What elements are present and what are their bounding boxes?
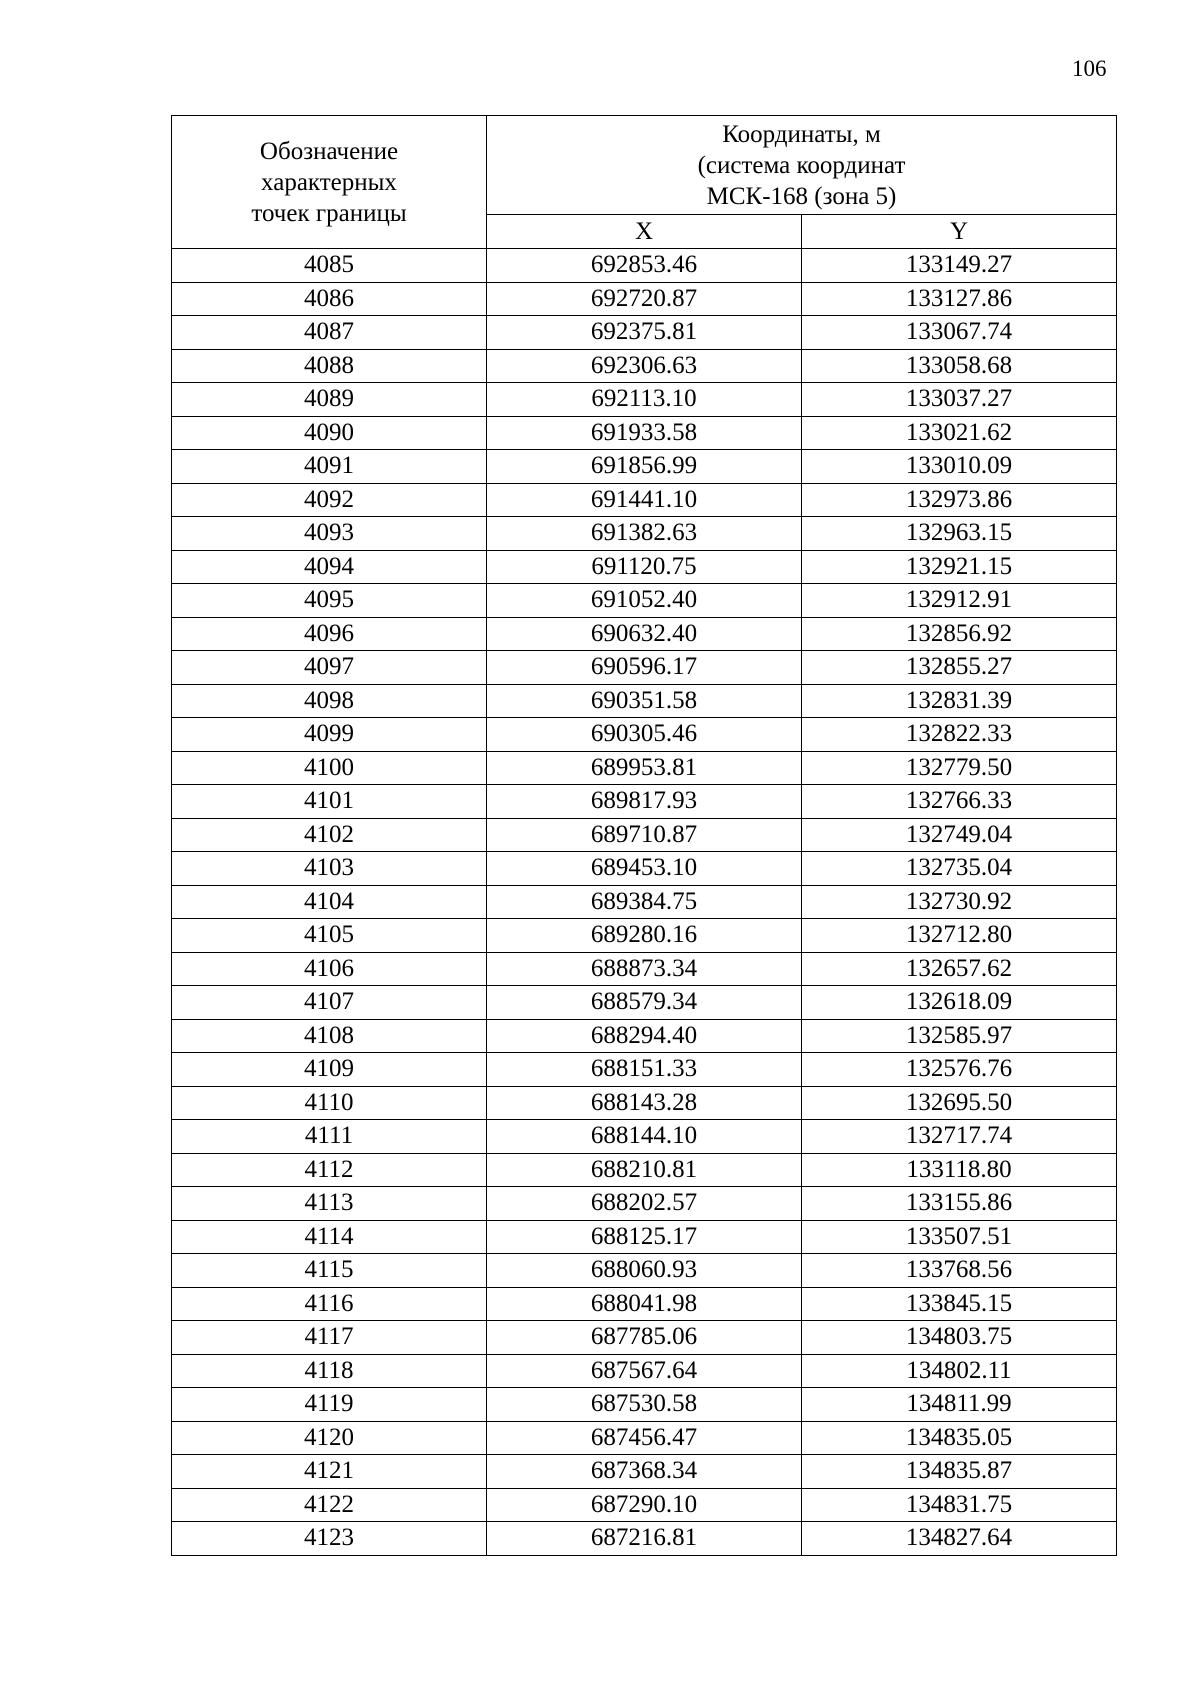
cell-y: 132973.86 — [802, 483, 1117, 517]
cell-x: 691856.99 — [487, 450, 802, 484]
table-row — [172, 416, 1117, 450]
table-row — [172, 1053, 1117, 1087]
cell-point-id: 4105 — [172, 919, 487, 953]
table-row — [172, 818, 1117, 852]
cell-point-id: 4116 — [172, 1287, 487, 1321]
cell-y: 132856.92 — [802, 617, 1117, 651]
cell-point-id: 4095 — [172, 584, 487, 618]
cell-point-id: 4110 — [172, 1086, 487, 1120]
cell-point-id: 4085 — [172, 249, 487, 283]
table-row — [172, 885, 1117, 919]
header-x: X — [487, 215, 802, 249]
cell-x: 689453.10 — [487, 852, 802, 886]
cell-x: 690351.58 — [487, 684, 802, 718]
cell-point-id: 4117 — [172, 1321, 487, 1355]
cell-x: 688060.93 — [487, 1254, 802, 1288]
table-row — [172, 316, 1117, 350]
table-row — [172, 1187, 1117, 1221]
table-row — [172, 952, 1117, 986]
cell-x: 692306.63 — [487, 349, 802, 383]
cell-point-id: 4098 — [172, 684, 487, 718]
cell-x: 689953.81 — [487, 751, 802, 785]
cell-x: 689384.75 — [487, 885, 802, 919]
cell-y: 132921.15 — [802, 550, 1117, 584]
cell-point-id: 4087 — [172, 316, 487, 350]
cell-y: 134803.75 — [802, 1321, 1117, 1355]
table-row — [172, 383, 1117, 417]
cell-x: 691933.58 — [487, 416, 802, 450]
cell-y: 132831.39 — [802, 684, 1117, 718]
cell-x: 690305.46 — [487, 718, 802, 752]
cell-y: 134811.99 — [802, 1388, 1117, 1422]
cell-y: 132717.74 — [802, 1120, 1117, 1154]
cell-y: 132730.92 — [802, 885, 1117, 919]
header-coordinates-line: (система координат — [697, 151, 906, 179]
table-row — [172, 1321, 1117, 1355]
table-row — [172, 1019, 1117, 1053]
cell-x: 691052.40 — [487, 584, 802, 618]
table-row — [172, 617, 1117, 651]
cell-x: 688202.57 — [487, 1187, 802, 1221]
cell-x: 687530.58 — [487, 1388, 802, 1422]
cell-y: 134827.64 — [802, 1522, 1117, 1556]
table-row — [172, 919, 1117, 953]
cell-point-id: 4097 — [172, 651, 487, 685]
cell-x: 687567.64 — [487, 1354, 802, 1388]
table-row — [172, 1488, 1117, 1522]
cell-y: 133768.56 — [802, 1254, 1117, 1288]
cell-x: 690596.17 — [487, 651, 802, 685]
coordinates-table — [171, 115, 1117, 1556]
cell-point-id: 4094 — [172, 550, 487, 584]
cell-y: 133010.09 — [802, 450, 1117, 484]
cell-x: 691120.75 — [487, 550, 802, 584]
table-row — [172, 282, 1117, 316]
cell-y: 133021.62 — [802, 416, 1117, 450]
cell-x: 688125.17 — [487, 1220, 802, 1254]
cell-y: 132712.80 — [802, 919, 1117, 953]
cell-point-id: 4086 — [172, 282, 487, 316]
cell-y: 133149.27 — [802, 249, 1117, 283]
table-row — [172, 986, 1117, 1020]
cell-y: 134831.75 — [802, 1488, 1117, 1522]
cell-x: 692113.10 — [487, 383, 802, 417]
table-row — [172, 450, 1117, 484]
cell-y: 133127.86 — [802, 282, 1117, 316]
cell-y: 133118.80 — [802, 1153, 1117, 1187]
cell-point-id: 4103 — [172, 852, 487, 886]
table-row — [172, 1287, 1117, 1321]
cell-x: 688294.40 — [487, 1019, 802, 1053]
cell-point-id: 4118 — [172, 1354, 487, 1388]
table-body — [172, 249, 1117, 1556]
cell-x: 692853.46 — [487, 249, 802, 283]
cell-x: 687368.34 — [487, 1455, 802, 1489]
cell-y: 132822.33 — [802, 718, 1117, 752]
table-row — [172, 718, 1117, 752]
cell-point-id: 4104 — [172, 885, 487, 919]
cell-x: 689280.16 — [487, 919, 802, 953]
cell-y: 132779.50 — [802, 751, 1117, 785]
header-coordinates-line: Координаты, м — [722, 120, 881, 148]
table-row — [172, 349, 1117, 383]
cell-point-id: 4114 — [172, 1220, 487, 1254]
table-row — [172, 1153, 1117, 1187]
cell-y: 132735.04 — [802, 852, 1117, 886]
cell-y: 132749.04 — [802, 818, 1117, 852]
table-row — [172, 1254, 1117, 1288]
cell-point-id: 4121 — [172, 1455, 487, 1489]
cell-y: 133037.27 — [802, 383, 1117, 417]
cell-x: 687456.47 — [487, 1421, 802, 1455]
cell-point-id: 4107 — [172, 986, 487, 1020]
cell-point-id: 4090 — [172, 416, 487, 450]
cell-y: 133058.68 — [802, 349, 1117, 383]
table-row — [172, 584, 1117, 618]
cell-point-id: 4109 — [172, 1053, 487, 1087]
cell-y: 133845.15 — [802, 1287, 1117, 1321]
cell-y: 132657.62 — [802, 952, 1117, 986]
header-y: Y — [802, 215, 1117, 249]
table-row — [172, 517, 1117, 551]
table-row — [172, 1421, 1117, 1455]
cell-point-id: 4096 — [172, 617, 487, 651]
table-row — [172, 249, 1117, 283]
cell-x: 687216.81 — [487, 1522, 802, 1556]
cell-x: 691441.10 — [487, 483, 802, 517]
table-row — [172, 684, 1117, 718]
cell-y: 134835.05 — [802, 1421, 1117, 1455]
cell-point-id: 4120 — [172, 1421, 487, 1455]
table-row — [172, 1120, 1117, 1154]
cell-point-id: 4112 — [172, 1153, 487, 1187]
table-row — [172, 1455, 1117, 1489]
cell-point-id: 4123 — [172, 1522, 487, 1556]
cell-y: 134835.87 — [802, 1455, 1117, 1489]
cell-point-id: 4100 — [172, 751, 487, 785]
table-row — [172, 1220, 1117, 1254]
cell-x: 688041.98 — [487, 1287, 802, 1321]
table-header — [172, 116, 1117, 249]
header-designation-line: точек границы — [251, 199, 407, 227]
cell-y: 132855.27 — [802, 651, 1117, 685]
cell-x: 690632.40 — [487, 617, 802, 651]
cell-x: 691382.63 — [487, 517, 802, 551]
header-coordinates-line: МСК-168 (зона 5) — [706, 182, 897, 210]
table-row — [172, 1354, 1117, 1388]
cell-x: 687290.10 — [487, 1488, 802, 1522]
table-row — [172, 1522, 1117, 1556]
cell-point-id: 4093 — [172, 517, 487, 551]
cell-x: 688210.81 — [487, 1153, 802, 1187]
cell-y: 132963.15 — [802, 517, 1117, 551]
cell-point-id: 4122 — [172, 1488, 487, 1522]
cell-point-id: 4101 — [172, 785, 487, 819]
cell-y: 132576.76 — [802, 1053, 1117, 1087]
table-row — [172, 852, 1117, 886]
cell-point-id: 4099 — [172, 718, 487, 752]
cell-x: 688143.28 — [487, 1086, 802, 1120]
cell-point-id: 4111 — [172, 1120, 487, 1154]
cell-x: 688151.33 — [487, 1053, 802, 1087]
table-row — [172, 1388, 1117, 1422]
cell-point-id: 4115 — [172, 1254, 487, 1288]
cell-y: 132618.09 — [802, 986, 1117, 1020]
cell-y: 132912.91 — [802, 584, 1117, 618]
cell-point-id: 4119 — [172, 1388, 487, 1422]
cell-x: 692720.87 — [487, 282, 802, 316]
header-designation-line: Обозначение — [259, 137, 399, 165]
cell-point-id: 4108 — [172, 1019, 487, 1053]
cell-x: 689710.87 — [487, 818, 802, 852]
table-row — [172, 1086, 1117, 1120]
cell-y: 132695.50 — [802, 1086, 1117, 1120]
cell-x: 688144.10 — [487, 1120, 802, 1154]
cell-point-id: 4088 — [172, 349, 487, 383]
cell-point-id: 4092 — [172, 483, 487, 517]
cell-x: 688579.34 — [487, 986, 802, 1020]
table-row — [172, 550, 1117, 584]
table-row — [172, 651, 1117, 685]
cell-point-id: 4091 — [172, 450, 487, 484]
cell-y: 133067.74 — [802, 316, 1117, 350]
header-designation — [172, 116, 487, 249]
header-designation-line: характерных — [261, 168, 397, 196]
header-coordinates — [487, 116, 1117, 215]
cell-y: 133507.51 — [802, 1220, 1117, 1254]
cell-y: 132766.33 — [802, 785, 1117, 819]
cell-point-id: 4102 — [172, 818, 487, 852]
cell-point-id: 4113 — [172, 1187, 487, 1221]
cell-y: 134802.11 — [802, 1354, 1117, 1388]
cell-x: 689817.93 — [487, 785, 802, 819]
cell-y: 132585.97 — [802, 1019, 1117, 1053]
cell-x: 687785.06 — [487, 1321, 802, 1355]
cell-x: 688873.34 — [487, 952, 802, 986]
cell-y: 133155.86 — [802, 1187, 1117, 1221]
cell-point-id: 4089 — [172, 383, 487, 417]
cell-x: 692375.81 — [487, 316, 802, 350]
table-row — [172, 483, 1117, 517]
cell-point-id: 4106 — [172, 952, 487, 986]
table-row — [172, 785, 1117, 819]
page-number: 106 — [1072, 56, 1107, 81]
table-row — [172, 751, 1117, 785]
